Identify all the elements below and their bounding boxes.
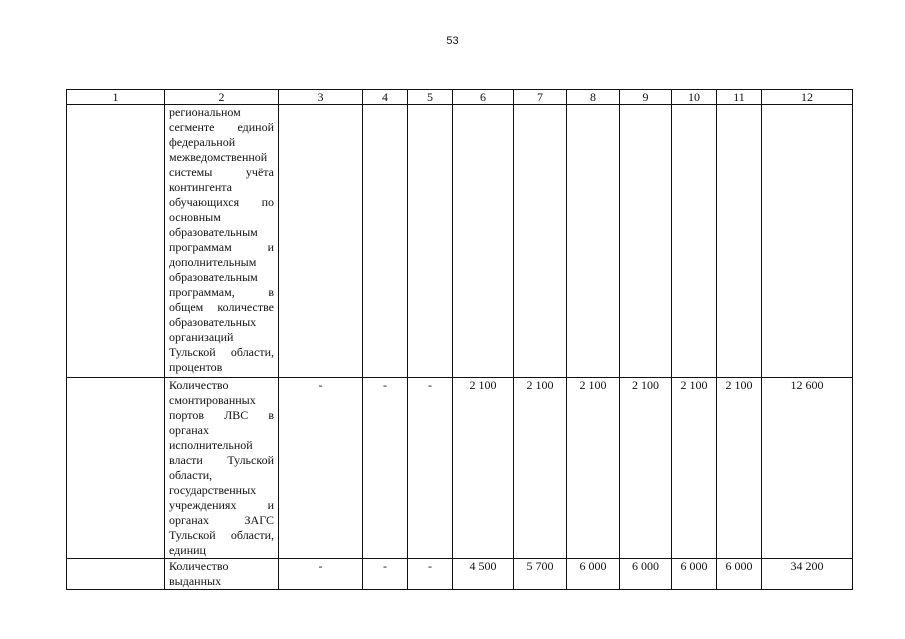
indicator-description: Количество смонтированных портов ЛВС в органах исполнительной власти Тульской области, государственных учреждениях и органах ЗАГС Тульской области, единиц — [165, 378, 279, 559]
table-cell — [67, 378, 165, 559]
table-cell — [363, 105, 408, 378]
table-row — [67, 559, 853, 590]
table-cell: - — [408, 378, 453, 559]
table-cell — [620, 105, 672, 378]
table-cell — [762, 105, 853, 378]
table-cell — [672, 105, 717, 378]
table-row — [67, 105, 853, 378]
column-header: 12 — [762, 90, 853, 105]
indicator-description: Количество выданных — [165, 559, 279, 590]
table-cell: 6 000 — [620, 559, 672, 590]
column-header: 3 — [279, 90, 363, 105]
column-header: 10 — [672, 90, 717, 105]
table-cell: 2 100 — [453, 378, 514, 559]
table-cell — [408, 105, 453, 378]
column-header: 2 — [165, 90, 279, 105]
table-cell: 6 000 — [567, 559, 620, 590]
table-cell — [279, 105, 363, 378]
table-cell: - — [363, 378, 408, 559]
table-row — [67, 378, 853, 559]
table-cell: 34 200 — [762, 559, 853, 590]
table-cell: 2 100 — [514, 378, 567, 559]
page-number: 53 — [446, 35, 459, 47]
indicator-description: региональном сегменте единой федеральной межведомственной системы учёта контингента обучающихся по основным образовательным программам и дополнительным образовательным программам, в общем количестве образовательных организаций Тульской области, процентов — [165, 105, 279, 378]
table-cell: - — [279, 559, 363, 590]
table-cell — [67, 559, 165, 590]
column-header: 4 — [363, 90, 408, 105]
table-cell — [453, 105, 514, 378]
table-cell: - — [408, 559, 453, 590]
table-cell: - — [279, 378, 363, 559]
table-cell: 2 100 — [672, 378, 717, 559]
column-header: 5 — [408, 90, 453, 105]
table-cell: 2 100 — [717, 378, 762, 559]
header-row — [67, 90, 853, 105]
table-cell — [567, 105, 620, 378]
table-cell: 2 100 — [620, 378, 672, 559]
table-cell: 4 500 — [453, 559, 514, 590]
column-header: 9 — [620, 90, 672, 105]
table-cell: 6 000 — [717, 559, 762, 590]
table-cell — [717, 105, 762, 378]
data-table — [66, 89, 853, 590]
column-header: 1 — [67, 90, 165, 105]
table-cell: 2 100 — [567, 378, 620, 559]
table-cell: 5 700 — [514, 559, 567, 590]
table-cell: - — [363, 559, 408, 590]
table-cell: 6 000 — [672, 559, 717, 590]
table-cell: 12 600 — [762, 378, 853, 559]
column-header: 11 — [717, 90, 762, 105]
column-header: 8 — [567, 90, 620, 105]
column-header: 7 — [514, 90, 567, 105]
table-cell — [514, 105, 567, 378]
table-cell — [67, 105, 165, 378]
column-header: 6 — [453, 90, 514, 105]
